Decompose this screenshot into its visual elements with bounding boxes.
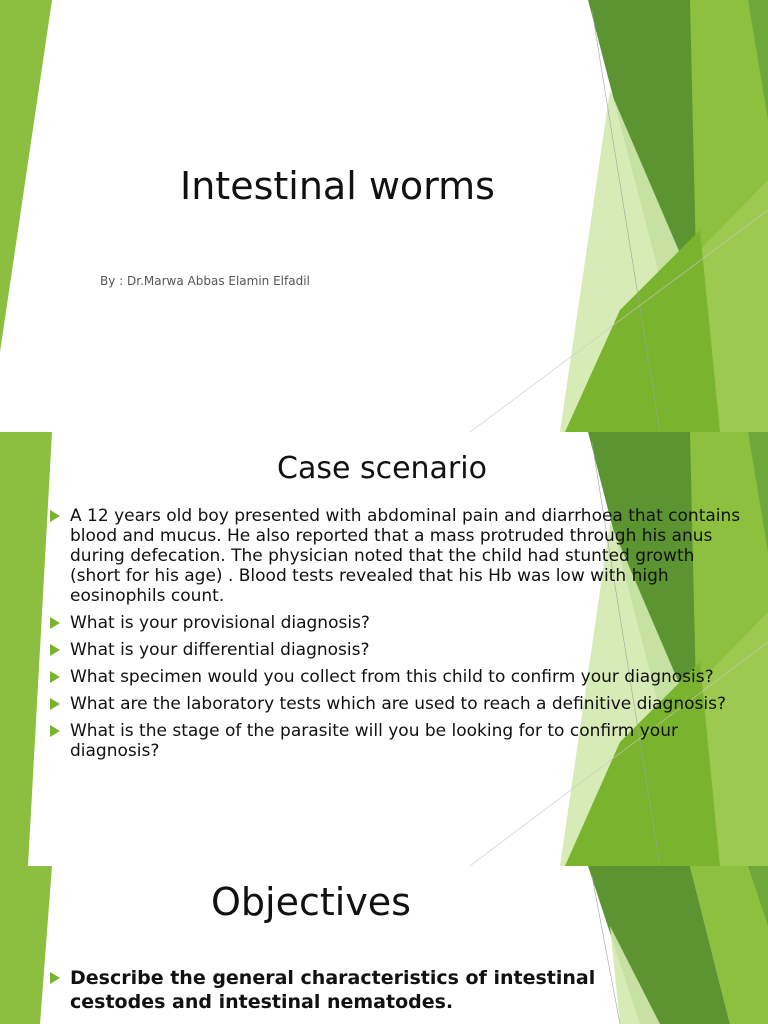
list-item: What is your provisional diagnosis? <box>48 613 748 633</box>
bullet-list <box>48 506 748 768</box>
author-line: By : Dr.Marwa Abbas Elamin Elfadil <box>100 274 310 288</box>
slide-objectives <box>0 866 768 1024</box>
arrow-bullet-icon <box>50 510 60 522</box>
presentation-title: Intestinal worms <box>180 164 495 208</box>
arrow-bullet-icon <box>50 617 60 629</box>
arrow-bullet-icon <box>50 698 60 710</box>
list-item: What specimen would you collect from this child to confirm your diagnosis? <box>48 667 748 687</box>
bullet-list <box>48 966 648 1020</box>
slide-heading: Objectives <box>211 880 411 924</box>
slide-case-scenario <box>0 432 768 866</box>
list-item: What are the laboratory tests which are used to reach a definitive diagnosis? <box>48 694 748 714</box>
arrow-bullet-icon <box>50 671 60 683</box>
slide-heading: Case scenario <box>277 451 487 486</box>
green-decoration <box>0 0 768 432</box>
list-item: What is your differential diagnosis? <box>48 640 748 660</box>
list-item: What is the stage of the parasite will you be looking for to confirm your diagnosis? <box>48 721 748 761</box>
arrow-bullet-icon <box>50 725 60 737</box>
list-item: A 12 years old boy presented with abdominal pain and diarrhoea that contains blood and mucus. He also reported that a mass protruded through his anus during defecation. The physician noted that the child had stunted growth (short for his age) . Blood tests revealed that his Hb was low with high eosinophils count. <box>48 506 748 606</box>
arrow-bullet-icon <box>50 972 60 984</box>
list-item: Describe the general characteristics of intestinal cestodes and intestinal nematodes. <box>48 966 648 1014</box>
arrow-bullet-icon <box>50 644 60 656</box>
slide-title <box>0 0 768 432</box>
